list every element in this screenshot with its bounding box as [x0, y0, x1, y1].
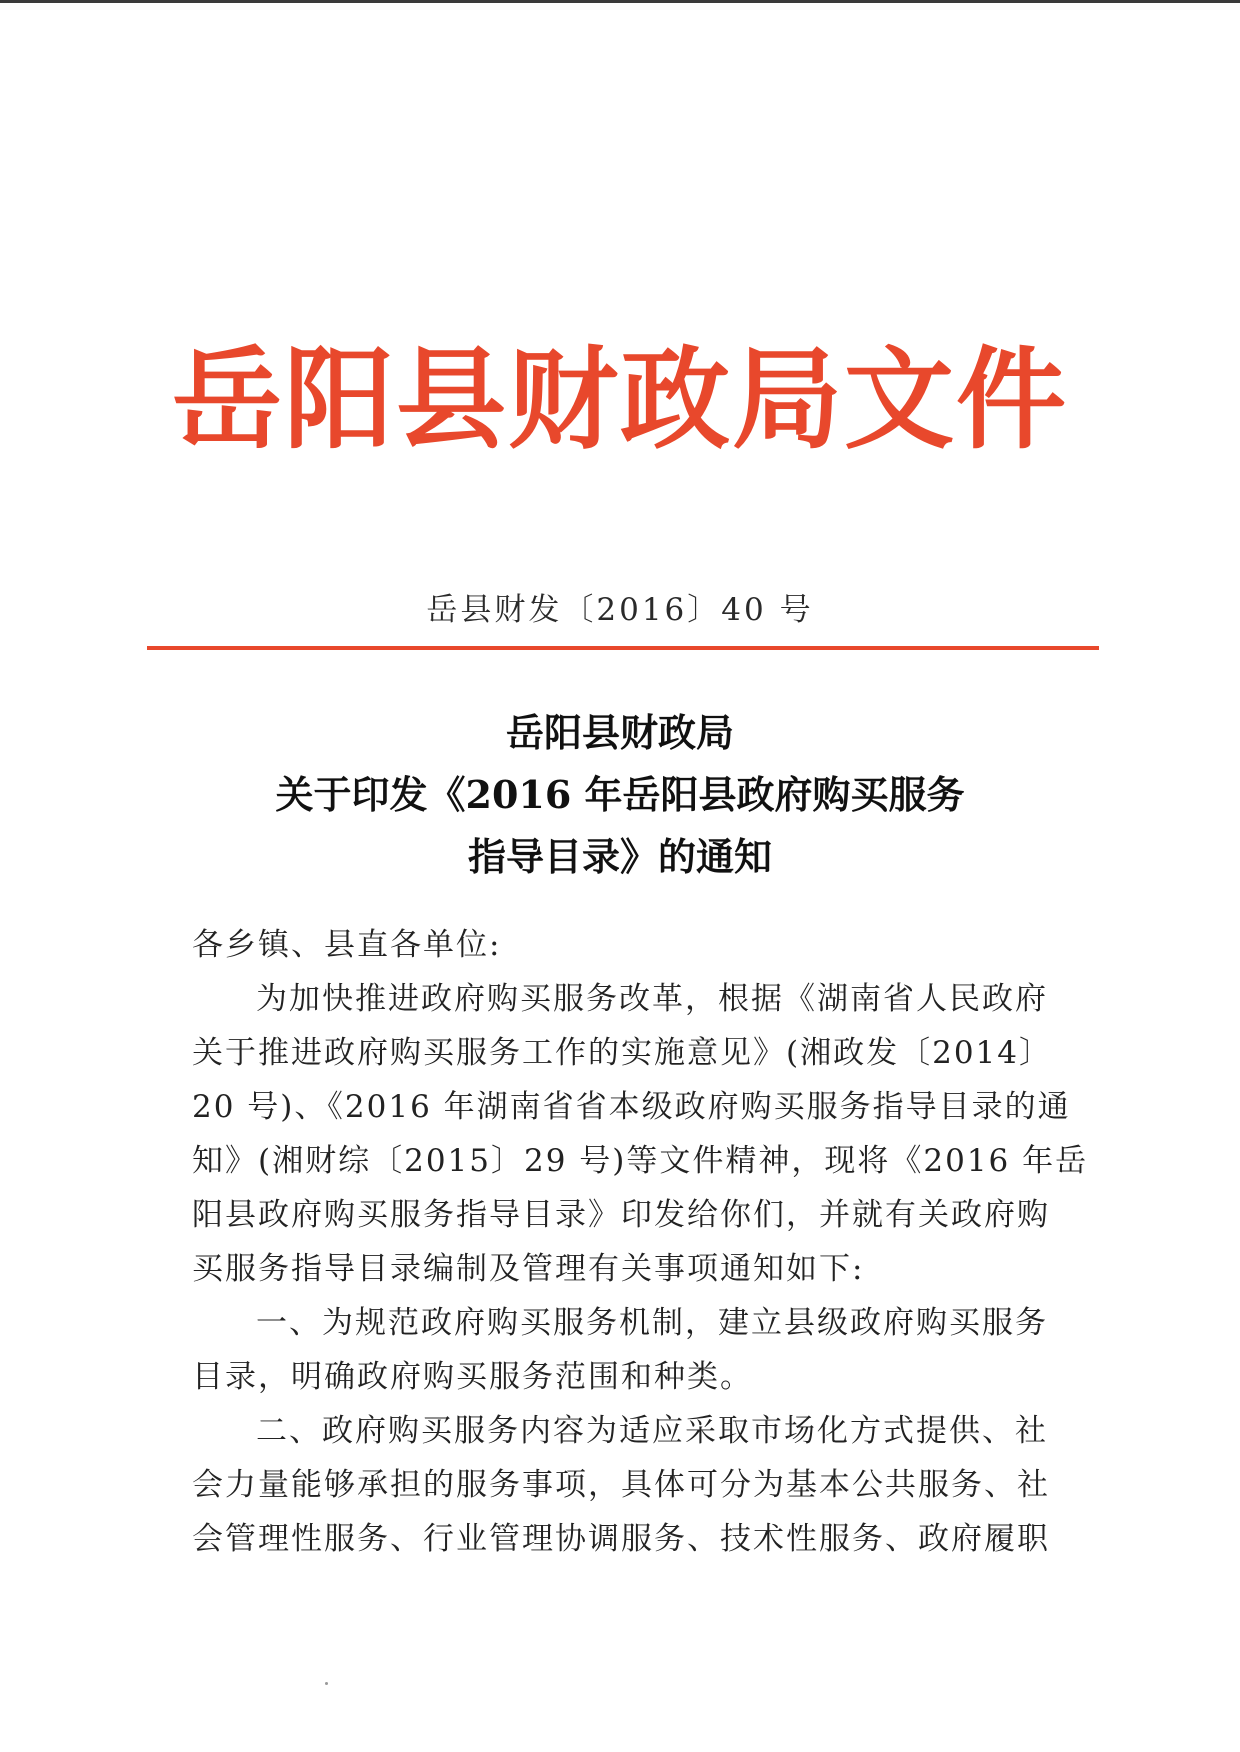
body-line: 为加快推进政府购买服务改革，根据《湖南省人民政府: [256, 981, 1048, 1017]
body-line: 会力量能够承担的服务事项，具体可分为基本公共服务、社: [192, 1467, 1050, 1503]
body-line: 阳县政府购买服务指导目录》印发给你们，并就有关政府购: [192, 1197, 1050, 1233]
body-line: 目录，明确政府购买服务范围和种类。: [192, 1359, 753, 1395]
salutation: 各乡镇、县直各单位:: [192, 927, 502, 963]
body-line: 20 号)、《2016 年湖南省省本级政府购买服务指导目录的通: [192, 1089, 1071, 1125]
body-line: 会管理性服务、行业管理协调服务、技术性服务、政府履职: [192, 1521, 1050, 1557]
red-divider: [147, 646, 1099, 650]
document-number: 岳县财发〔2016〕40 号: [426, 592, 814, 628]
body-line: 知》(湘财综〔2015〕29 号)等文件精神，现将《2016 年岳: [192, 1143, 1089, 1179]
title-line-3: 指导目录》的通知: [467, 834, 772, 879]
title-line-1: 岳阳县财政局: [505, 710, 734, 755]
scan-edge-line: [0, 0, 1240, 3]
body-line: 买服务指导目录编制及管理有关事项通知如下:: [192, 1251, 865, 1287]
body-line: 关于推进政府购买服务工作的实施意见》(湘政发〔2014〕: [192, 1035, 1052, 1071]
body-line: 二、政府购买服务内容为适应采取市场化方式提供、社: [256, 1413, 1048, 1449]
notice-title: [140, 702, 1100, 888]
scan-speck: [325, 1682, 328, 1685]
body-text: [192, 918, 1089, 1566]
body-line: 一、为规范政府购买服务机制，建立县级政府购买服务: [256, 1305, 1048, 1341]
title-line-2: 关于印发《2016 年岳阳县政府购买服务: [275, 772, 965, 817]
masthead-title: 岳阳县财政局文件: [172, 336, 1068, 464]
